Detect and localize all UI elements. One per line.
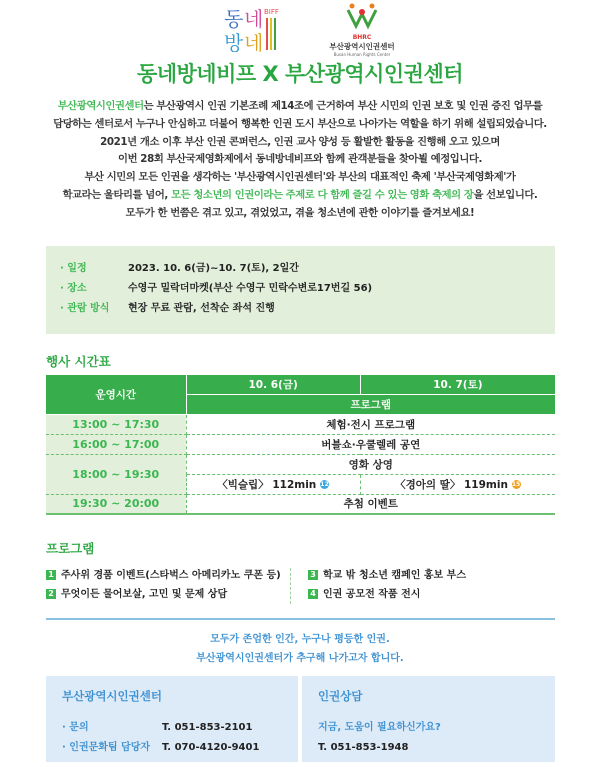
table-row: 19:30 ~ 20:00 추첨 이벤트 (46, 494, 555, 514)
counseling-box: 인권상담 지금, 도움이 필요하신가요? T. 051-853-1948 (302, 676, 555, 762)
list-item: 3 학교 밖 청소년 캠페인 홍보 부스 (308, 566, 548, 585)
list-item: 4 인권 공모전 작품 전시 (308, 585, 548, 604)
schedule-heading: 행사 시간표 (46, 354, 111, 369)
divider (290, 568, 291, 604)
svg-text:방: 방 (224, 31, 244, 52)
rating-15-badge: 15 (511, 481, 521, 488)
svg-text:BIFF: BIFF (264, 8, 279, 16)
schedule-table: 운영시간 10. 6(금) 10. 7(토) 프로그램 13:00 ~ 17:30 체험·전시 프로그램 16:00 ~ 17:00 버블쇼·우쿨렐레 공연 18:00 ~ 19:30 영화 상영 〈빅슬립〉 112min 12 〈경아의 딸〉 119min 15 19:30 ~ 20:00 추첨 이벤트 (46, 375, 555, 515)
svg-text:네: 네 (244, 7, 264, 31)
dongne-biff-logo (222, 4, 284, 52)
bhrc-logo: BHRC 부산광역시인권센터 Busan Human Rights Center (322, 2, 402, 52)
slogan: 모두가 존엄한 인간, 누구나 평등한 인권. 부산광역시인권센터가 추구해 나가고자 합니다. (196, 634, 404, 664)
event-info-box: · 일정 2023. 10. 6(금)~10. 7(토), 2일간 · 장소 수영구 밀락더마켓(부산 수영구 민락수변로17번길 56) · 관람 방식 현장 무료 관람, 선착순 좌석 진행 (46, 246, 555, 334)
table-row: 〈빅슬립〉 112min 12 〈경아의 딸〉 119min 15 (46, 474, 555, 494)
table-row: 13:00 ~ 17:30 체험·전시 프로그램 (46, 414, 555, 434)
rating-12-badge: 12 (320, 481, 329, 488)
page-title: 동네방네비프 X 부산광역시인권센터 (136, 62, 464, 86)
divider (46, 618, 555, 620)
table-row: 18:00 ~ 19:30 영화 상영 (46, 454, 555, 474)
contact-box: 부산광역시인권센터 · 문의 T. 051-853-2101 · 인권문화팀 담당자 T. 070-4120-9401 (46, 676, 298, 762)
svg-text:네: 네 (244, 31, 264, 52)
intro-text: 부산광역시인권센터는 부산광역시 인권 기본조례 제14조에 근거하여 부산 시민의 인권 보호 및 인권 증진 업무를 담당하는 센터로서 누구나 안심하고 더불어 행복한 인권 도시 부산으로 나아가는 역할을 하기 위해 설립되었습니다. 2021년 개소 이후 부산 인권 콘퍼런스, 인권 교사 양성 등 활발한 활동을 진행해 오고 있으며 이번 28회 부산국제영화제에서 동네방네비프와 함께 관객분들을 찾아뵐 예정입니다. 부산 시민의 모든 인권을 생각하는 '부산광역시인권센터'와 부산의 대표적인 축제 '부산국제영화제'가 학교라는 울타리를 넘어, 모든 청소년의 인권이라는 주제로 다 함께 즐길 수 있는 영화 축제의 장을 선보입니다. 모두가 한 번쯤은 겪고 있고, 겪었었고, 겪을 청소년에 관한 이야기를 즐겨보세요! (53, 100, 547, 219)
svg-text:동: 동 (224, 7, 244, 31)
program-heading: 프로그램 (46, 541, 95, 556)
list-item: 2 무엇이든 물어보살, 고민 및 문제 상담 (46, 585, 286, 604)
list-item: 1 주사위 경품 이벤트(스타벅스 아메리카노 쿠폰 등) (46, 566, 286, 585)
table-row: 16:00 ~ 17:00 버블쇼·우쿨렐레 공연 (46, 434, 555, 454)
